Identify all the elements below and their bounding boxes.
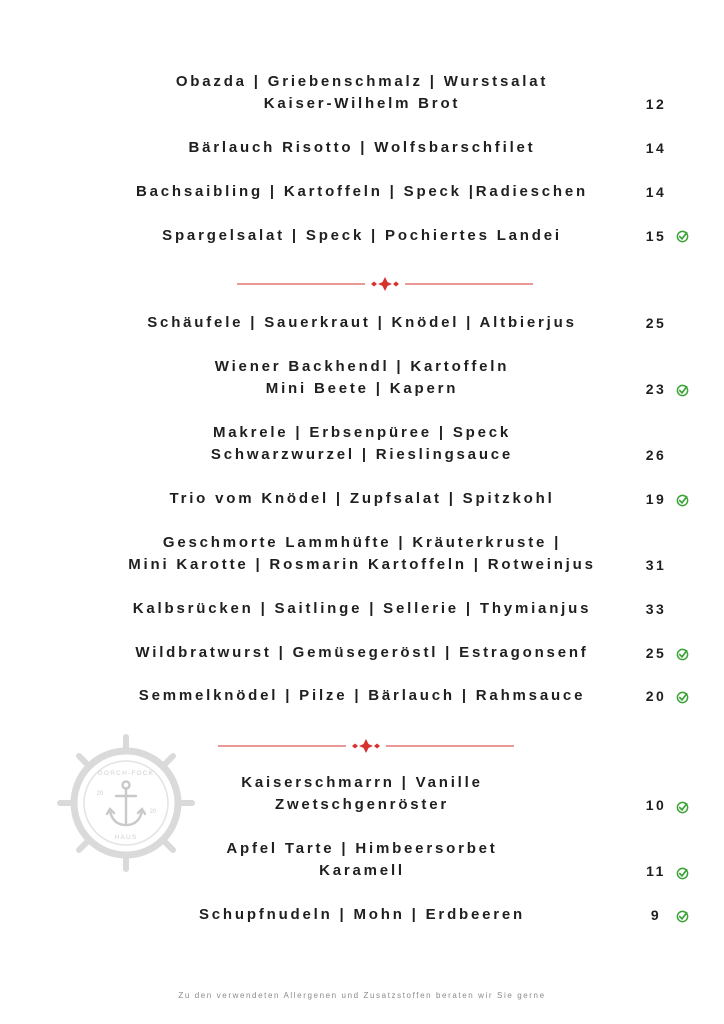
dish-price: 11 (646, 863, 666, 879)
dish-name: Bachsaibling | Kartoffeln | Speck |Radieschen (135, 183, 588, 200)
dish-price: 12 (645, 96, 667, 112)
stamp-left-number: 20 (96, 791, 104, 797)
dish-price: 14 (645, 140, 667, 156)
stamp-top-text: GORCH-FOCK (97, 770, 155, 777)
dish-price: 20 (645, 688, 667, 704)
vegetarian-icon (676, 494, 689, 507)
stamp-right-number: 20 (149, 809, 157, 815)
dish-name: Karamell (319, 862, 405, 879)
dish-name: Kaiser-Wilhelm Brot (263, 95, 461, 112)
dish-name: Apfel Tarte | Himbeersorbet (226, 840, 498, 857)
footer-note: Zu den verwendeten Allergenen und Zusatzstoffen beraten wir Sie gerne (178, 991, 546, 1000)
dish-price: 10 (645, 797, 667, 813)
dish-price: 25 (645, 315, 667, 331)
vegetarian-icon (676, 648, 689, 661)
vegetarian-icon (676, 230, 689, 243)
dish-price: 19 (645, 491, 667, 507)
dish-price: 9 (650, 907, 662, 923)
dish-name: Geschmorte Lammhüfte | Kräuterkruste | (162, 534, 562, 551)
stamp-bottom-text: HAUS (114, 834, 138, 841)
vegetarian-icon (676, 384, 689, 397)
dish-name: Wildbratwurst | Gemüsegeröstl | Estragonsenf (135, 644, 589, 661)
dish-name: Kalbsrücken | Saitlinge | Sellerie | Thymianjus (132, 600, 592, 617)
vegetarian-icon (676, 867, 689, 880)
dish-name: Spargelsalat | Speck | Pochiertes Landei (162, 227, 562, 244)
dish-name: Schupfnudeln | Mohn | Erdbeeren (198, 906, 526, 923)
dish-price: 33 (645, 601, 667, 617)
section-divider (237, 277, 533, 291)
dish-price: 26 (645, 447, 667, 463)
vegetarian-icon (676, 691, 689, 704)
vegetarian-icon (676, 910, 689, 923)
dish-name: Mini Beete | Kapern (265, 380, 459, 397)
dish-name: Bärlauch Risotto | Wolfsbarschfilet (188, 139, 536, 156)
dish-name: Schäufele | Sauerkraut | Knödel | Altbierjus (147, 314, 577, 331)
dish-name: Trio vom Knödel | Zupfsalat | Spitzkohl (169, 490, 555, 507)
dish-name: Kaiserschmarrn | Vanille (241, 774, 483, 791)
vegetarian-icon (676, 801, 689, 814)
section-divider (218, 739, 514, 753)
dish-name: Obazda | Griebenschmalz | Wurstsalat (175, 73, 549, 90)
dish-price: 23 (645, 381, 667, 397)
dish-name: Schwarzwurzel | Rieslingsauce (210, 446, 514, 463)
dish-name: Semmelknödel | Pilze | Bärlauch | Rahmsauce (138, 687, 586, 704)
dish-name: Makrele | Erbsenpüree | Speck (212, 424, 512, 441)
dish-price: 15 (645, 228, 667, 244)
dish-name: Zwetschgenröster (275, 796, 449, 813)
dish-name: Wiener Backhendl | Kartoffeln (214, 358, 510, 375)
dish-price: 31 (645, 557, 667, 573)
dish-price: 25 (645, 645, 667, 661)
dish-name: Mini Karotte | Rosmarin Kartoffeln | Rotweinjus (128, 556, 596, 573)
dish-price: 14 (645, 184, 667, 200)
